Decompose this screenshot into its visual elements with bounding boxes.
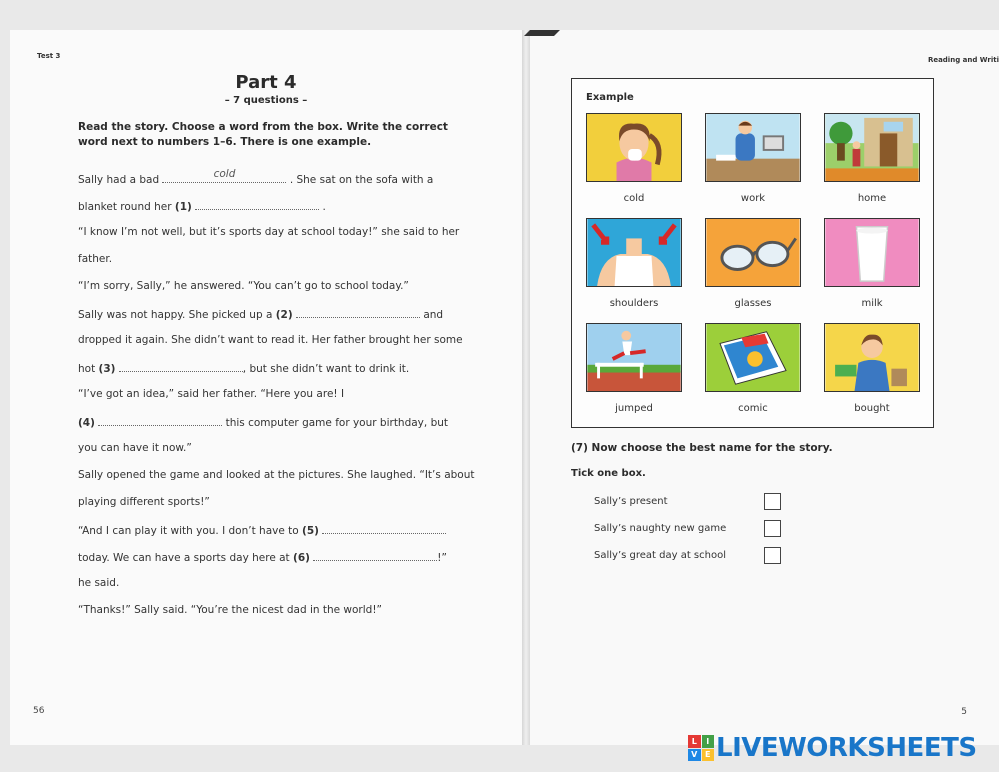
example-label: Example	[586, 92, 634, 103]
question-number-5: (5)	[302, 525, 319, 537]
question-number-6: (6)	[293, 552, 310, 564]
home-picture	[824, 113, 920, 182]
story-text: today. We can have a sports day here at	[78, 552, 290, 564]
logo-text: LIVEWORKSHEETS	[716, 733, 977, 763]
question-number-3: (3)	[98, 363, 116, 375]
question-7: (7) Now choose the best name for the story.	[571, 442, 833, 454]
story-text: .	[322, 201, 326, 213]
story-text: and	[423, 309, 444, 321]
story-line: “I’m sorry, Sally,” he answered. “You can’t go to school today.”	[78, 280, 409, 292]
story-line: father.	[78, 253, 113, 265]
option-checkbox-3[interactable]	[764, 547, 781, 564]
running-head: Reading and Writi	[927, 56, 999, 64]
story-line: playing different sports!”	[78, 496, 210, 508]
story-line: you can have it now.”	[78, 442, 192, 454]
story-line	[78, 199, 326, 213]
story-text: Sally had a bad	[78, 174, 160, 186]
story-text: Sally was not happy. She picked up a	[78, 309, 273, 321]
question-number-1: (1)	[174, 201, 192, 213]
page-number: 56	[33, 706, 45, 716]
word-cold: cold	[623, 193, 645, 204]
story-text: . She sat on the sofa with a	[289, 174, 434, 186]
tick-instruction: Tick one box.	[571, 468, 646, 479]
option-label: Sally’s naughty new game	[594, 523, 727, 534]
story-line	[78, 168, 434, 186]
question-number-2: (2)	[275, 309, 293, 321]
word-shoulders: shoulders	[609, 298, 659, 309]
word-jumped: jumped	[615, 403, 653, 414]
comic-picture	[705, 323, 801, 392]
jumped-picture	[586, 323, 682, 392]
option-checkbox-1[interactable]	[764, 493, 781, 510]
story-line	[78, 523, 446, 537]
question-number-4: (4)	[78, 417, 95, 429]
word-box	[571, 78, 934, 428]
page-curl	[524, 30, 560, 36]
part-title: Part 4	[235, 72, 297, 93]
story-text: hot	[78, 363, 96, 375]
answer-blank-5[interactable]	[322, 523, 446, 534]
answer-blank-4[interactable]	[98, 415, 222, 426]
logo-letter: I	[702, 735, 715, 748]
instructions: Read the story. Choose a word from the box. Write the correct word next to numbers 1–6. There is one example.	[78, 121, 448, 148]
work-picture	[705, 113, 801, 182]
right-page	[530, 30, 999, 745]
test-label: Test 3	[37, 52, 61, 60]
page-number: 5	[961, 707, 967, 717]
story-text: , but she didn’t want to drink it.	[242, 363, 410, 375]
word-glasses: glasses	[734, 298, 772, 309]
story-line	[78, 550, 447, 564]
answer-blank-6[interactable]	[313, 550, 437, 561]
word-comic: comic	[738, 403, 768, 414]
story-line: “Thanks!” Sally said. “You’re the nicest dad in the world!”	[78, 604, 382, 616]
answer-blank-3[interactable]	[119, 361, 243, 372]
story-line: he said.	[78, 577, 120, 589]
logo-letter: V	[688, 749, 701, 762]
word-home: home	[857, 193, 887, 204]
story-line	[78, 361, 409, 375]
story-text: “And I can play it with you. I don’t have to	[78, 525, 299, 537]
word-bought: bought	[854, 403, 890, 414]
option-checkbox-2[interactable]	[764, 520, 781, 537]
bought-picture	[824, 323, 920, 392]
left-page	[10, 30, 522, 745]
glasses-picture	[705, 218, 801, 287]
story-line: dropped it again. She didn’t want to read it. Her father brought her some	[78, 334, 463, 346]
story-line	[78, 307, 443, 321]
cold-picture	[586, 113, 682, 182]
option-label: Sally’s present	[594, 496, 668, 507]
milk-picture	[824, 218, 920, 287]
logo-icon	[688, 735, 714, 761]
story-line: Sally opened the game and looked at the pictures. She laughed. “It’s about	[78, 469, 475, 481]
shoulders-picture	[586, 218, 682, 287]
story-line: “I’ve got an idea,” said her father. “Here you are! I	[78, 388, 345, 400]
logo-letter: L	[688, 735, 701, 748]
book-gutter	[522, 30, 530, 745]
story-line: “I know I’m not well, but it’s sports day at school today!” she said to her	[78, 226, 460, 238]
story-text: !”	[437, 552, 447, 564]
option-label: Sally’s great day at school	[594, 550, 726, 561]
word-milk: milk	[861, 298, 883, 309]
logo-letter: E	[702, 749, 715, 762]
story-line	[78, 415, 448, 429]
answer-blank-1[interactable]	[195, 199, 319, 210]
story-text: blanket round her	[78, 201, 172, 213]
part-subtitle: – 7 questions –	[224, 95, 308, 106]
example-answer: cold	[213, 168, 236, 180]
story-text: this computer game for your birthday, but	[225, 417, 449, 429]
answer-blank-2[interactable]	[296, 307, 420, 318]
example-answer-blank	[162, 168, 286, 183]
word-work: work	[740, 193, 766, 204]
liveworksheets-logo[interactable]	[688, 733, 977, 763]
